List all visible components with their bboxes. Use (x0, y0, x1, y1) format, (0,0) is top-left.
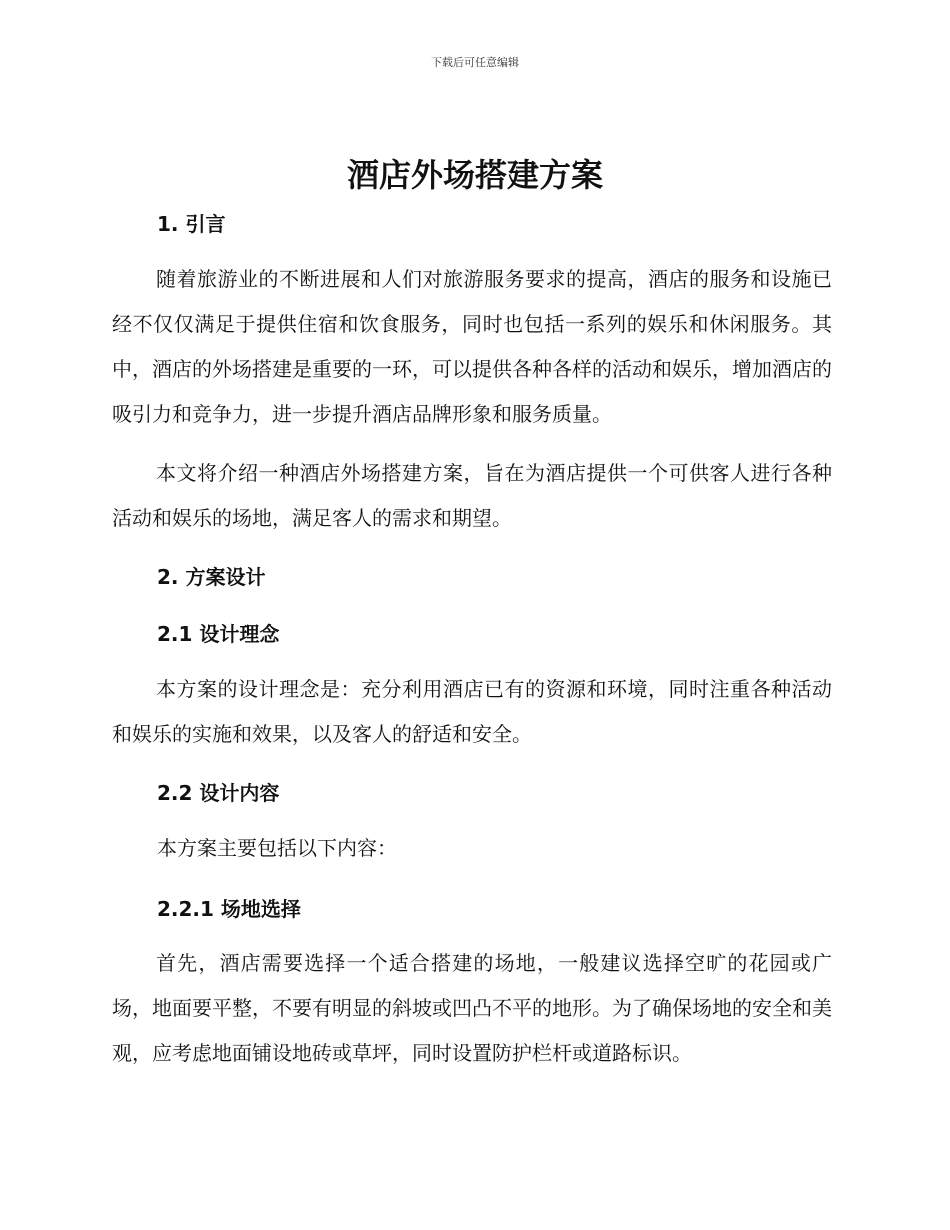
section-heading-design: 2. 方案设计 (157, 565, 266, 589)
paragraph-site-selection: 首先，酒店需要选择一个适合搭建的场地，一般建议选择空旷的花园或广场，地面要平整，不要有明显的斜坡或凹凸不平的地形。为了确保场地的安全和美观，应考虑地面铺设地砖或草坪，同时设置防护栏杆或道路标识。 (112, 951, 832, 1065)
header-note: 下载后可任意编辑 (431, 56, 519, 69)
subsection-heading-design-concept: 2.1 设计理念 (157, 622, 280, 646)
section-heading-introduction: 1. 引言 (157, 212, 226, 236)
paragraph-introduction-2: 本文将介绍一种酒店外场搭建方案，旨在为酒店提供一个可供客人进行各种活动和娱乐的场地，满足客人的需求和期望。 (112, 461, 832, 530)
paragraph-design-content: 本方案主要包括以下内容： (157, 836, 397, 860)
subsection-heading-site-selection: 2.2.1 场地选择 (157, 897, 301, 921)
paragraph-design-concept: 本方案的设计理念是：充分利用酒店已有的资源和环境，同时注重各种活动和娱乐的实施和效果，以及客人的舒适和安全。 (112, 677, 832, 746)
document-title: 酒店外场搭建方案 (346, 156, 603, 194)
subsection-heading-design-content: 2.2 设计内容 (157, 781, 280, 805)
paragraph-introduction-1: 随着旅游业的不断进展和人们对旅游服务要求的提高，酒店的服务和设施已经不仅仅满足于提供住宿和饮食服务，同时也包括一系列的娱乐和休闲服务。其中，酒店的外场搭建是重要的一环，可以提供各种各样的活动和娱乐，增加酒店的吸引力和竞争力，进一步提升酒店品牌形象和服务质量。 (112, 267, 832, 426)
